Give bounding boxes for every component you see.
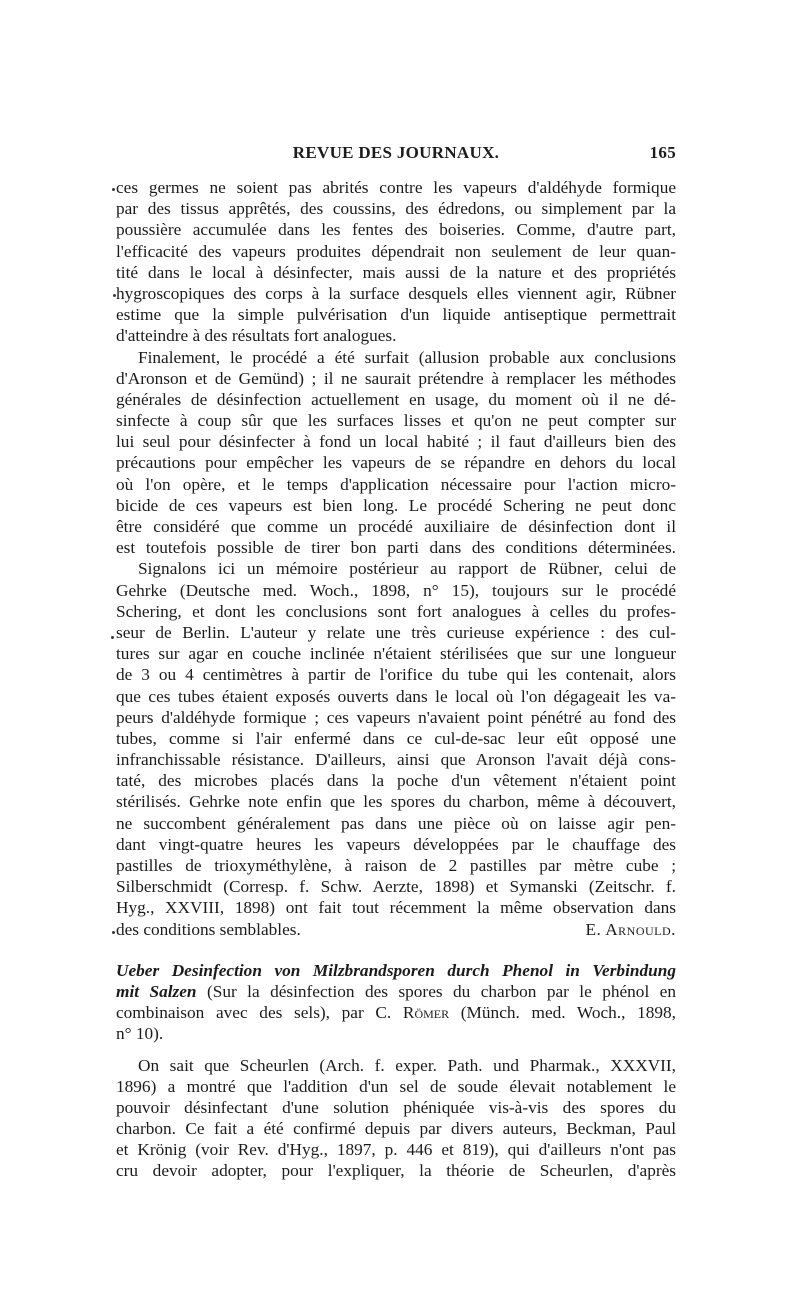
article-title-end: mit Salzen [116,981,197,1001]
print-speck [112,931,115,934]
print-speck [111,636,114,639]
text-line: tité dans le local à désinfecter, mais aussi de la nature et des propriétés [116,262,676,282]
section-gap [116,940,676,960]
text-line: ces germes ne soient pas abrités contre les vapeurs d'aldéhyde formique [116,178,676,197]
text-line [116,919,676,940]
text-line: précautions pour empêcher les vapeurs de se répandre en dehors du local [116,453,676,473]
text-line: tures sur agar en couche inclinée n'étaient stérilisées que sur une longueur [116,644,676,664]
text-line: que ces tubes étaient exposés ouverts dans le local où l'on dégageait les va- [116,686,676,706]
text-line: peurs d'aldéhyde formique ; ces vapeurs n'avaient point pénétré au fond des [116,707,676,727]
body-text [116,177,676,1182]
text-line: pouvoir désinfectant d'une solution phéniquée vis-à-vis des spores du [116,1097,676,1117]
text-line: où l'on opère, et le temps d'application nécessaire pour l'action micro- [116,474,676,494]
text-line: être considéré que comme un procédé auxiliaire de désinfection dont il [116,517,676,536]
text-line: ne succombent généralement pas dans une pièce où on laisse agir pen- [116,813,676,833]
text-line: dant vingt-quatre heures les vapeurs développées par le chauffage des [116,834,676,854]
print-speck [113,294,116,297]
article-translation: (Sur la désinfection des spores du charbon par le phénol en [206,981,676,1001]
text-line: l'efficacité des vapeurs produites dépendrait non seulement de leur quan- [116,241,676,261]
text-line: et Krönig (voir Rev. d'Hyg., 1897, p. 446 et 819), qui d'ailleurs n'ont pas [116,1140,676,1160]
journal-title: REVUE DES JOURNAUX. [292,143,500,162]
text-line: Silberschmidt (Corresp. f. Schw. Aerzte, 1898) et Symanski (Zeitschr. f. [116,877,676,897]
text-line: taté, des microbes placés dans la poche d'un vêtement n'étaient point [116,771,676,791]
article-translation-end: combinaison avec des sels), par C. [116,1003,392,1023]
text-line: estime que la simple pulvérisation d'un liquide antiseptique permettrait [116,305,676,325]
article-author: Römer [402,1003,450,1023]
article-heading-line: n° 10). [116,1024,164,1044]
text-line: cru devoir adopter, pour l'expliquer, la théorie de Scheurlen, d'après [116,1161,676,1181]
print-speck [112,188,115,191]
text-line: de 3 ou 4 centimètres à partir de l'orifice du tube qui les contenait, alors [116,665,676,685]
text-line: Finalement, le procédé a été surfait (allusion probable aux conclusions [138,347,676,367]
text-line: charbon. Ce fait a été confirmé depuis par divers auteurs, Beckman, Paul [116,1119,676,1139]
text-line: 1896) a montré que l'addition d'un sel de soude élevait notablement le [116,1076,676,1096]
text-line: lui seul pour désinfecter à fond un local habité ; il faut d'ailleurs bien des [116,432,676,452]
article-heading-line [116,1002,676,1023]
article-source: (Münch. med. Woch., 1898, [460,1003,676,1023]
closing-phrase: des conditions semblables. [116,919,301,939]
text-line: Schering, et dont les conclusions sont fort analogues à celles du profes- [116,601,676,621]
text-line: générales de désinfection actuellement en usage, du moment où il ne dé- [116,389,676,409]
text-line: poussière accumulée dans les fentes des boiseries. Comme, d'autre part, [116,220,676,240]
text-line: infranchissable résistance. D'ailleurs, ainsi que Aronson l'avait déjà cons- [116,750,676,770]
running-head [116,143,676,167]
page-number: 165 [649,143,676,162]
text-line: On sait que Scheurlen (Arch. f. exper. Path. und Pharmak., XXXVII, [138,1055,676,1075]
author-signature: E. Arnould. [585,919,676,939]
text-line: bicide de ces vapeurs est bien long. Le procédé Schering ne peut donc [116,495,676,515]
article-title: Ueber Desinfection von Milzbrandsporen durch Phenol in Verbindung [116,960,676,980]
text-line: tubes, comme si l'air enfermé dans ce cul-de-sac leur eût opposé une [116,728,676,748]
text-line: stérilisés. Gehrke note enfin que les spores du charbon, même à découvert, [116,792,676,812]
text-line: Signalons ici un mémoire postérieur au rapport de Rübner, celui de [138,559,676,579]
section-gap [116,1045,676,1055]
article-heading-line [116,981,676,1002]
text-line: d'Aronson et de Gemünd) ; il ne saurait prétendre à remplacer les méthodes [116,368,676,388]
text-line: hygroscopiques des corps à la surface desquels elles viennent agir, Rübner [116,283,676,303]
text-line: pastilles de trioxyméthylène, à raison de 2 pastilles par mètre cube ; [116,856,676,875]
text-line: sinfecte à coup sûr que les surfaces lisses et qu'on ne peut compter sur [116,411,676,431]
text-line: d'atteindre à des résultats fort analogues. [116,326,397,346]
text-line: Hyg., XXVIII, 1898) ont fait tout récemment la même observation dans [116,898,676,918]
text-line: est toutefois possible de tirer bon parti dans des conditions déterminées. [116,538,676,558]
text-line: Gehrke (Deutsche med. Woch., 1898, n° 15), toujours sur le procédé [116,580,676,600]
text-line: seur de Berlin. L'auteur y relate une très curieuse expérience : des cul- [116,622,676,642]
article-heading-line [116,960,676,981]
text-line: par des tissus apprêtés, des coussins, des édredons, ou simplement par la [116,199,676,219]
